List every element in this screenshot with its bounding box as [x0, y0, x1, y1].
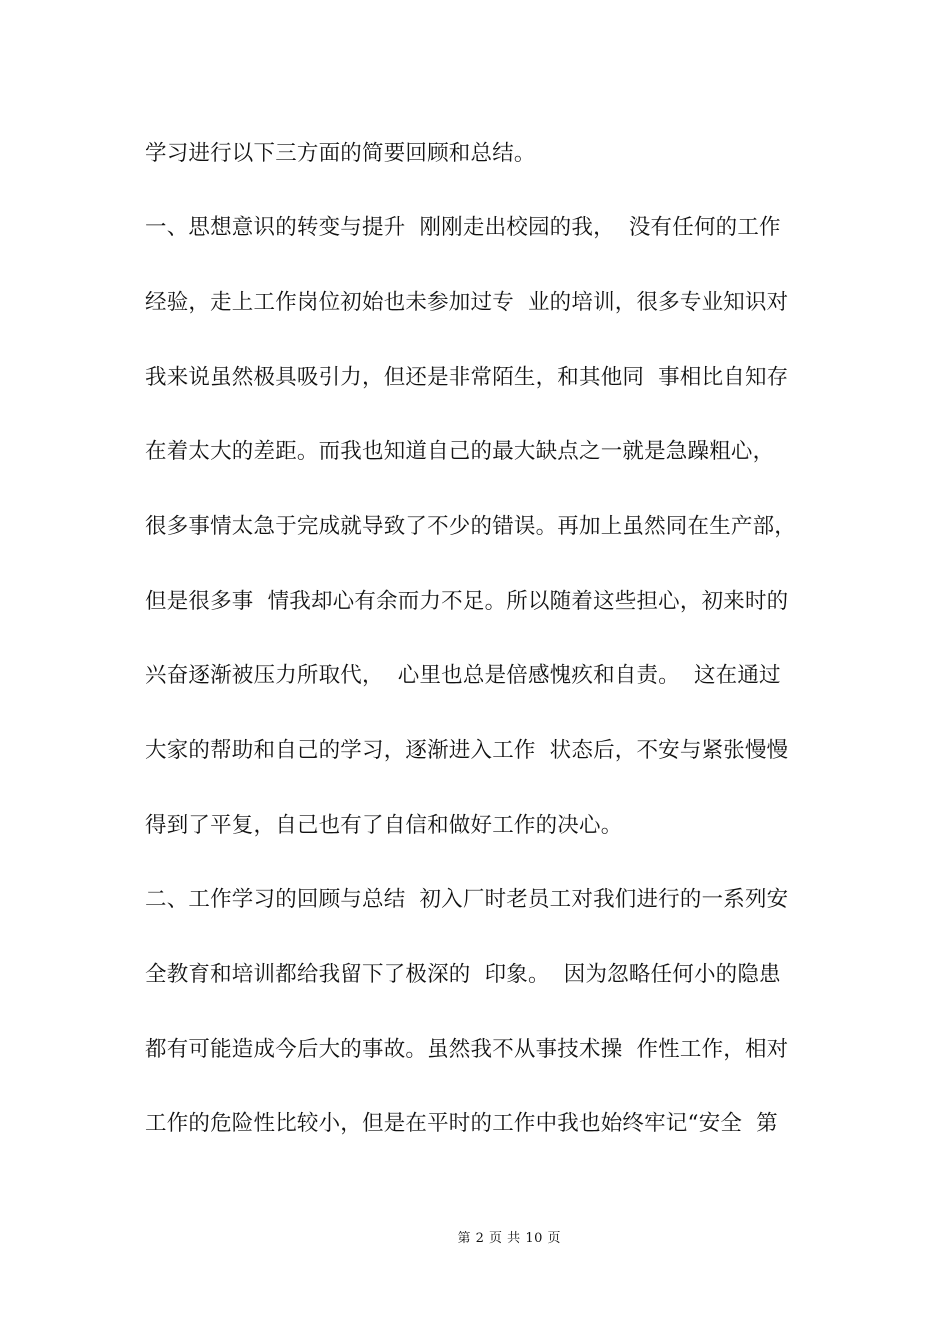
text-line-6: 很多事情太急于完成就导致了不少的错误。再加上虽然同在生产部，	[145, 514, 797, 539]
text-line-3: 经验，走上工作岗位初始也未参加过专 业的培训，很多专业知识对	[145, 290, 789, 315]
text-line-14: 工作的危险性比较小，但是在平时的工作中我也始终牢记“安全 第	[145, 1111, 778, 1136]
page-footer	[0, 1212, 950, 1266]
text-line-10: 得到了平复，自己也有了自信和做好工作的决心。	[145, 813, 623, 838]
text-line-13: 都有可能造成今后大的事故。虽然我不从事技术操 作性工作，相对	[145, 1037, 789, 1062]
text-line-11: 二、工作学习的回顾与总结 初入厂时老员工对我们进行的一系列安	[145, 887, 789, 912]
text-line-1: 学习进行以下三方面的简要回顾和总结。	[145, 141, 536, 166]
text-line-12: 全教育和培训都给我留下了极深的 印象。 因为忽略任何小的隐患	[145, 962, 781, 987]
text-line-4: 我来说虽然极具吸引力，但还是非常陌生，和其他同 事相比自知存	[145, 365, 789, 390]
text-line-2: 一、思想意识的转变与提升 刚刚走出校园的我， 没有任何的工作	[145, 215, 781, 240]
text-line-8: 兴奋逐渐被压力所取代， 心里也总是倍感愧疚和自责。 这在通过	[145, 663, 781, 688]
page-number-label: 第 2 页 共 10 页	[457, 1231, 561, 1246]
text-line-9: 大家的帮助和自己的学习，逐渐进入工作 状态后，不安与紧张慢慢	[145, 738, 789, 763]
text-line-5: 在着太大的差距。而我也知道自己的最大缺点之一就是急躁粗心，	[145, 439, 775, 464]
text-line-7: 但是很多事 情我却心有余而力不足。所以随着这些担心，初来时的	[145, 589, 789, 614]
